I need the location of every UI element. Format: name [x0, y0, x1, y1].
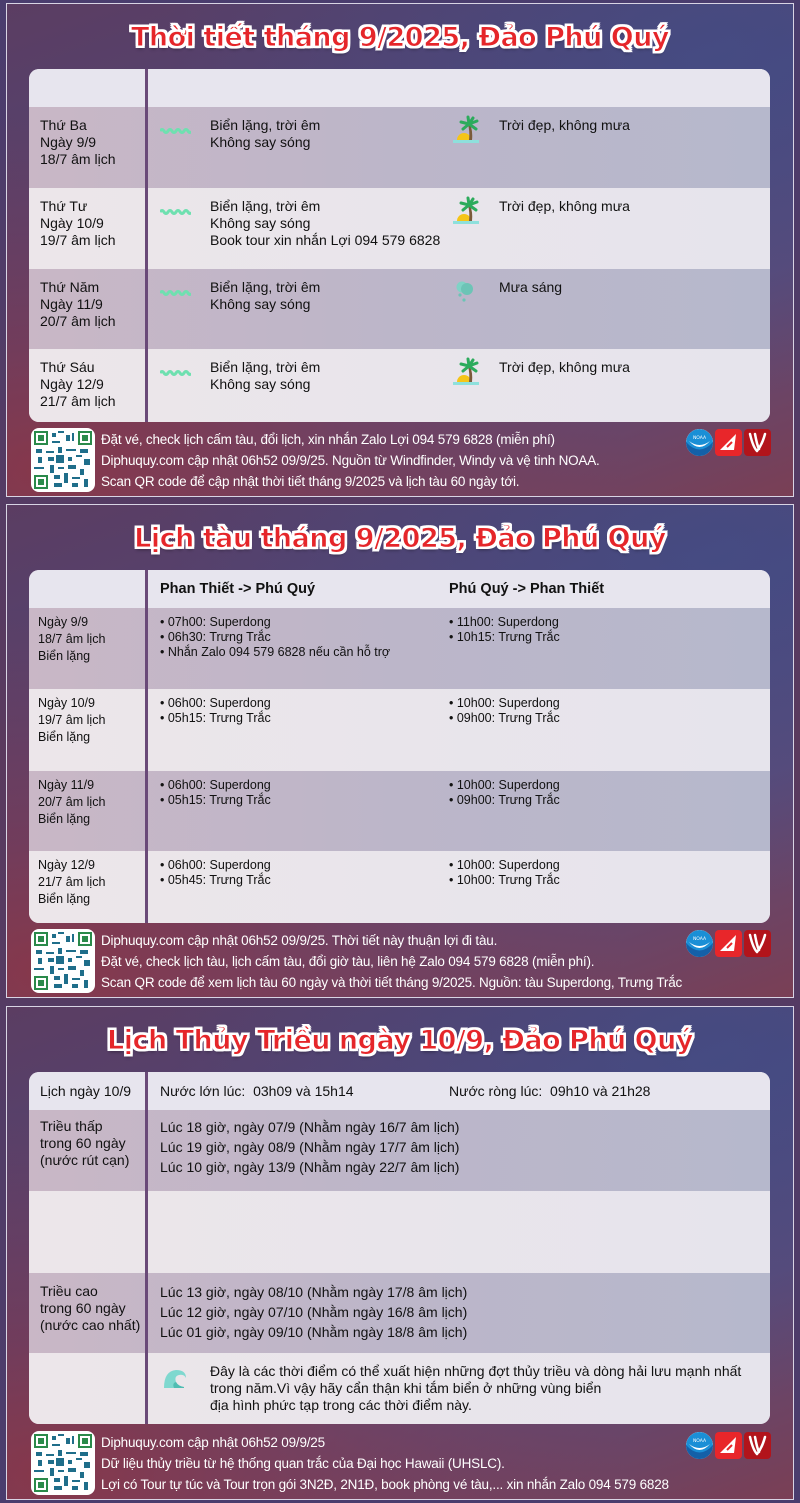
footer-line: Diphuquy.com cập nhật 06h52 09/9/25. Nguồn từ Windfinder, Windy và vệ tinh NOAA. [101, 453, 600, 468]
footer-line: Scan QR code để xem lịch tàu 60 ngày và thời tiết tháng 9/2025. Nguồn: tàu Superdong, Trưng Trắc [101, 975, 683, 990]
departure: • 06h00: Superdong [160, 696, 271, 710]
sea-line: Biển lặng, trời êm [210, 198, 321, 214]
date-cell [38, 777, 105, 828]
sea-state: Biển lặng [38, 812, 91, 826]
sea-line: Biển lặng, trời êm [210, 279, 321, 295]
tide-time: Lúc 13 giờ, ngày 08/10 (Nhằm ngày 17/8 âm lịch) [160, 1284, 468, 1300]
rain-cloud-icon [451, 277, 481, 307]
qr-code[interactable] [31, 1431, 95, 1495]
table-row [29, 107, 770, 188]
departure: • 10h00: Superdong [449, 778, 560, 792]
weather-panel [6, 3, 794, 497]
tide-table [29, 1072, 770, 1424]
footer-text [101, 930, 682, 993]
ferry-panel [6, 504, 794, 998]
departure: • 06h00: Superdong [160, 858, 271, 872]
return-departures [449, 615, 560, 645]
lunar-date: 21/7 âm lịch [40, 393, 116, 409]
qr-code[interactable] [31, 929, 95, 993]
booking-note: Book tour xin nhắn Lợi 094 579 6828 [210, 232, 441, 248]
sea-line: Không say sóng [210, 134, 311, 150]
date: Ngày 10/9 [38, 696, 95, 710]
sky-condition: Trời đẹp, không mưa [499, 117, 630, 133]
sea-line: Không say sóng [210, 376, 311, 392]
tide-footer [29, 1428, 771, 1494]
date-cell [40, 359, 140, 410]
low-tide-row [29, 1110, 770, 1191]
label-line: trong 60 ngày [40, 1135, 126, 1151]
date: Ngày 9/9 [40, 134, 97, 150]
departure: • 05h15: Trưng Trắc [160, 793, 271, 807]
weekday: Thứ Năm [40, 279, 100, 295]
high-tide-times [160, 1282, 467, 1342]
low-water-label: Nước ròng lúc: [449, 1083, 543, 1099]
outbound-departures [160, 615, 390, 660]
footer-text [101, 1432, 669, 1495]
date: Ngày 11/9 [40, 296, 103, 312]
weekday: Thứ Tư [40, 198, 88, 214]
high-tide-row [29, 1273, 770, 1353]
qr-code-icon [34, 1434, 92, 1492]
sea-line: Biển lặng, trời êm [210, 359, 321, 375]
sea-state: Biển lặng [38, 892, 91, 906]
outbound-departures [160, 858, 271, 888]
lunar-date: 21/7 âm lịch [38, 875, 106, 889]
svg-text:NOAA: NOAA [692, 436, 707, 441]
footer-line: Dữ liệu thủy triều từ hệ thống quan trắc của Đại học Hawaii (UHSLC). [101, 1456, 505, 1471]
col-outbound-header: Phan Thiết -> Phú Quý [160, 581, 316, 597]
high-water [160, 1083, 354, 1100]
tidal-wave-icon [162, 1367, 188, 1389]
windfinder-logo [744, 429, 771, 456]
warning-line: Đây là các thời điểm có thể xuất hiện những đợt thủy triều và dòng hải lưu mạnh nhất [210, 1363, 742, 1379]
windy-logo [715, 1432, 742, 1459]
weather-footer [29, 425, 771, 491]
noaa-logo [686, 429, 713, 456]
wave-icon [160, 370, 191, 376]
windy-logo [715, 429, 742, 456]
date: Ngày 9/9 [38, 615, 89, 629]
table-row [29, 771, 770, 851]
warning-text [210, 1363, 741, 1414]
palm-sun-icon [451, 115, 481, 145]
footer-line: Đặt vé, check lịch tàu, lịch cấm tàu, đổi giờ tàu, liên hệ Zalo 094 579 6828 (miễn phí). [101, 954, 595, 969]
lunar-date: 18/7 âm lịch [38, 632, 106, 646]
departure: • 06h30: Trưng Trắc [160, 630, 271, 644]
departure: • 10h00: Trưng Trắc [449, 873, 560, 887]
sea-line: Không say sóng [210, 215, 311, 231]
table-row [29, 349, 770, 422]
date: Ngày 10/9 [40, 215, 104, 231]
noaa-logo [686, 1432, 713, 1459]
date-cell [38, 857, 105, 908]
tide-title: Lịch Thủy Triều ngày 10/9, Đảo Phú Quý [107, 1025, 693, 1056]
windy-logo [715, 930, 742, 957]
departure: • 10h00: Superdong [449, 696, 560, 710]
col-return-header: Phú Quý -> Phan Thiết [449, 581, 605, 597]
day-label: Lịch ngày 10/9 [40, 1083, 132, 1099]
date-cell [40, 198, 140, 249]
date: Ngày 12/9 [40, 376, 104, 392]
outbound-departures [160, 696, 271, 726]
footer-text [101, 429, 600, 492]
return-departures [449, 778, 560, 808]
weekday: Thứ Ba [40, 117, 87, 133]
source-logos [686, 429, 771, 456]
table-row [29, 608, 770, 689]
noaa-logo [686, 930, 713, 957]
tide-time: Lúc 19 giờ, ngày 08/9 (Nhằm ngày 17/7 âm lịch) [160, 1139, 460, 1155]
departure: • 09h00: Trưng Trắc [449, 793, 560, 807]
source-logos [686, 930, 771, 957]
empty-row [29, 1191, 770, 1273]
table-row [29, 689, 770, 771]
table-row [29, 269, 770, 349]
date: Ngày 12/9 [38, 858, 95, 872]
source-logos [686, 1432, 771, 1459]
warning-line: trong năm.Vì vậy hãy cẩn thận khi tắm biển ở những vùng biển [210, 1380, 602, 1396]
return-departures [449, 858, 560, 888]
outbound-departures [160, 778, 271, 808]
svg-text:NOAA: NOAA [692, 1439, 707, 1444]
footer-line: Diphuquy.com cập nhật 06h52 09/9/25 [101, 1435, 325, 1450]
lunar-date: 20/7 âm lịch [38, 795, 106, 809]
footer-line: Scan QR code để cập nhật thời tiết tháng 9/2025 và lịch tàu 60 ngày tới. [101, 474, 520, 489]
weather-title: Thời tiết tháng 9/2025, Đảo Phú Quý [130, 22, 670, 53]
departure: • 10h00: Superdong [449, 858, 560, 872]
ferry-table [29, 570, 770, 923]
date-cell [40, 117, 140, 168]
label-line: Triều cao [40, 1283, 98, 1299]
warning-line: địa hình phức tạp trong các thời điểm này. [210, 1397, 472, 1413]
windfinder-logo [744, 930, 771, 957]
column-divider [145, 1072, 148, 1424]
tide-time: Lúc 01 giờ, ngày 09/10 (Nhằm ngày 18/8 âm lịch) [160, 1324, 468, 1340]
lunar-date: 20/7 âm lịch [40, 313, 116, 329]
departure: • 10h15: Trưng Trắc [449, 630, 560, 644]
sea-line: Không say sóng [210, 296, 311, 312]
svg-text:NOAA: NOAA [692, 937, 707, 942]
return-departures [449, 696, 560, 726]
weekday: Thứ Sáu [40, 359, 95, 375]
footer-line: Diphuquy.com cập nhật 06h52 09/9/25. Thời tiết này thuận lợi đi tàu. [101, 933, 498, 948]
sea-state: Biển lặng [38, 730, 91, 744]
sea-condition [210, 279, 320, 313]
lunar-date: 19/7 âm lịch [38, 713, 106, 727]
ferry-footer [29, 926, 771, 992]
label-line: trong 60 ngày [40, 1300, 126, 1316]
qr-code[interactable] [31, 428, 95, 492]
sky-condition: Trời đẹp, không mưa [499, 198, 630, 214]
high-tide-label [40, 1283, 140, 1334]
wave-icon [160, 128, 191, 134]
departure: • 07h00: Superdong [160, 615, 271, 629]
lunar-date: 19/7 âm lịch [40, 232, 116, 248]
low-water-times: 09h10 và 21h28 [550, 1083, 651, 1099]
sea-condition [210, 359, 320, 393]
low-tide-label [40, 1118, 129, 1169]
label-line: (nước rút cạn) [40, 1152, 130, 1168]
sea-state: Biển lặng [38, 649, 91, 663]
departure: • 06h00: Superdong [160, 778, 271, 792]
date-cell [38, 695, 105, 746]
sea-condition [210, 198, 440, 249]
departure: • 05h15: Trưng Trắc [160, 711, 271, 725]
tide-time: Lúc 12 giờ, ngày 07/10 (Nhằm ngày 16/8 âm lịch) [160, 1304, 468, 1320]
departure: • 09h00: Trưng Trắc [449, 711, 560, 725]
departure: • 05h45: Trưng Trắc [160, 873, 271, 887]
weather-table [29, 69, 770, 422]
low-tide-times [160, 1117, 459, 1177]
footer-line: Lợi có Tour tự túc và Tour trọn gói 3N2Đ, 2N1Đ, book phòng vé tàu,... xin nhắn Zalo 094 579 6828 [101, 1477, 669, 1492]
column-divider [145, 570, 148, 923]
date-cell [38, 614, 105, 665]
label-line: (nước cao nhất) [40, 1317, 141, 1333]
wave-icon [160, 290, 191, 296]
table-header [29, 69, 770, 107]
column-divider [145, 69, 148, 422]
footer-line: Đặt vé, check lịch cấm tàu, đổi lịch, xin nhắn Zalo Lợi 094 579 6828 (miễn phí) [101, 432, 555, 447]
high-water-label: Nước lớn lúc: [160, 1083, 246, 1099]
ferry-title: Lịch tàu tháng 9/2025, Đảo Phú Quý [134, 523, 666, 554]
date-cell [40, 279, 140, 330]
support-note: • Nhắn Zalo 094 579 6828 nếu cần hỗ trợ [160, 645, 391, 659]
table-header [29, 1072, 770, 1110]
high-water-times: 03h09 và 15h14 [253, 1083, 354, 1099]
date: Ngày 11/9 [38, 778, 95, 792]
tide-panel [6, 1006, 794, 1500]
palm-sun-icon [451, 357, 481, 387]
table-row [29, 188, 770, 269]
tide-time: Lúc 18 giờ, ngày 07/9 (Nhằm ngày 16/7 âm lịch) [160, 1119, 460, 1135]
sky-condition: Trời đẹp, không mưa [499, 359, 630, 375]
sea-condition [210, 117, 320, 151]
table-row [29, 851, 770, 923]
label-line: Triều thấp [40, 1118, 103, 1134]
wave-icon [160, 209, 191, 215]
qr-code-icon [34, 932, 92, 990]
sea-line: Biển lặng, trời êm [210, 117, 321, 133]
low-water [449, 1083, 650, 1100]
lunar-date: 18/7 âm lịch [40, 151, 116, 167]
tide-time: Lúc 10 giờ, ngày 13/9 (Nhằm ngày 22/7 âm lịch) [160, 1159, 460, 1175]
warning-row [29, 1353, 770, 1424]
table-header [29, 570, 770, 608]
windfinder-logo [744, 1432, 771, 1459]
departure: • 11h00: Superdong [449, 615, 559, 629]
sky-condition: Mưa sáng [499, 279, 563, 295]
qr-code-icon [34, 431, 92, 489]
palm-sun-icon [451, 196, 481, 226]
